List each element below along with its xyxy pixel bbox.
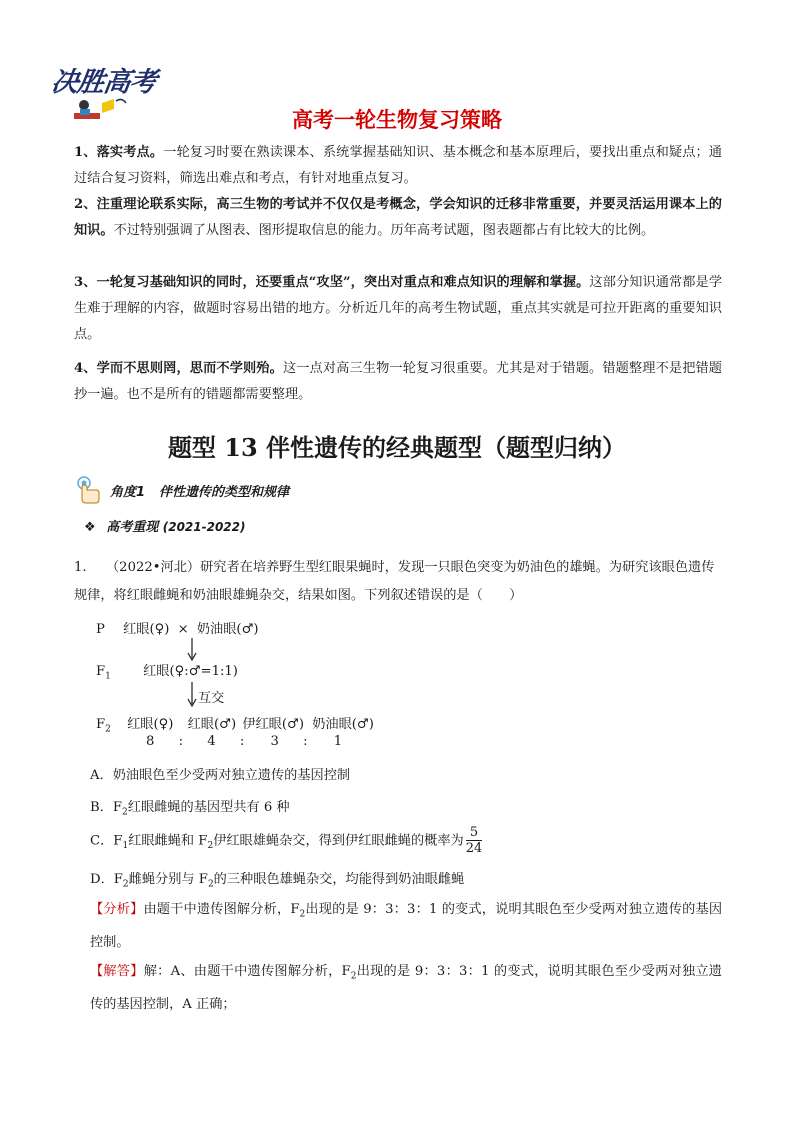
option-c-post: 伊红眼雄蝇杂交，得到伊红眼雌蝇的概率为 (213, 833, 464, 849)
ratio-value: 3 (270, 734, 279, 749)
question-stem (74, 554, 722, 610)
f2-ratio (146, 734, 342, 749)
f1-sub: 1 (105, 671, 111, 682)
angle-label-group (110, 481, 289, 500)
diamond-bullet-icon: ❖ (84, 520, 96, 535)
cross-f2-row (96, 713, 374, 735)
arrow-down-icon (186, 638, 198, 662)
f2-type: 奶油眼(♂) (312, 717, 374, 732)
answer-block (90, 958, 722, 1019)
ratio-colon: : (239, 734, 245, 749)
f1-label: F (96, 664, 106, 679)
cross-p-row (96, 618, 259, 637)
analysis-sub: 2 (299, 909, 306, 920)
angle-label: 角度1 (110, 484, 146, 500)
analysis-post: 出现的是 9：3：3：1 的变式，说明其眼色至少受两对独立遗传的基因控制。 (90, 902, 723, 950)
f1-text: 红眼(♀:♂=1:1) (143, 664, 238, 679)
strategy-item-1 (74, 140, 722, 192)
strategy-body: 一轮复习时要在熟读课本、系统掌握基础知识、基本概念和基本原理后，要找出重点和疑点；通过结合复习资料，筛选出难点和考点，有针对地重点复习。 (74, 145, 722, 186)
p-female: 红眼(♀) (123, 622, 170, 637)
recurrence-years: (2021-2022) (162, 520, 246, 534)
analysis-block (90, 896, 722, 957)
f2-type: 红眼(♀) (127, 717, 174, 732)
ratio-value: 8 (146, 734, 155, 749)
analysis-tag: 【分析】 (90, 902, 144, 917)
answer-tag: 【解答】 (90, 964, 144, 979)
strategy-body: 这一点对高三生物一轮复习很重要。尤其是对于错题。错题整理不是把错题抄一遍。也不是所有的错题都需要整理。 (74, 361, 722, 402)
cross-f1-row (96, 660, 238, 682)
answer-post: 出现的是 9：3：3：1 的变式，说明其眼色至少受两对独立遗传的基因控制，A 正确； (90, 964, 722, 1012)
logo-text: 决胜高考 (49, 67, 158, 98)
strategy-body: 这部分知识通常都是学生难于理解的内容，做题时容易出错的地方。分析近几年的高考生物试题，重点其实就是可拉开距离的重要知识点。 (74, 275, 723, 342)
intercross-label: 互交 (198, 691, 225, 706)
angle-title: 伴性遗传的类型和规律 (159, 484, 290, 500)
angle-heading (74, 474, 289, 506)
arrow-down-icon (186, 682, 198, 708)
document-title: 高考一轮生物复习策略 (292, 108, 502, 132)
strategy-lead: 3、一轮复习基础知识的同时，还要重点“攻坚”，突出对重点和难点知识的理解和掌握。 (74, 275, 590, 290)
strategy-lead: 2、注重理论联系实际，高三生物的考试并不仅仅是考概念，学会知识的迁移非常重要，并要灵活运用课本上的知识。 (74, 197, 722, 238)
recurrence-heading (84, 516, 245, 535)
option-c-sub: 2 (207, 841, 214, 852)
option-c (90, 826, 482, 856)
question-text: （2022•河北）研究者在培养野生型红眼果蝇时，发现一只眼色突变为奶油色的雄蝇。为研究该眼色遗传规律，将红眼雌蝇和奶油眼雄蝇杂交，结果如图。下列叙述错误的是（ ） (74, 560, 715, 603)
fraction-numerator: 5 (469, 825, 479, 840)
option-d-post: 的三种眼色雄蝇杂交，均能得到奶油眼雌蝇 (213, 872, 465, 887)
ratio-value: 1 (333, 734, 343, 749)
option-d-sub: 2 (207, 879, 214, 890)
option-b-sub: 2 (122, 807, 128, 818)
analysis-pre: 由题干中遗传图解分析，F (143, 902, 300, 917)
option-b-pre: B．F (90, 800, 123, 815)
option-c-pre: C．F (90, 833, 123, 849)
p-label: P (96, 622, 105, 637)
strategy-lead: 4、学而不思则罔，思而不学则殆。 (74, 361, 283, 376)
fraction-denominator: 24 (465, 841, 483, 856)
ratio-value: 4 (207, 734, 216, 749)
option-d (90, 868, 464, 890)
strategy-lead: 1、落实考点。 (74, 145, 164, 160)
strategy-item-3 (74, 270, 722, 348)
question-number: 1. (74, 560, 87, 575)
recurrence-label: 高考重现 (106, 520, 159, 535)
ratio-colon: : (303, 734, 308, 749)
p-male: 奶油眼(♂) (196, 622, 259, 637)
ratio-colon: : (178, 734, 184, 749)
pointing-hand-icon (74, 475, 102, 505)
answer-sub: 2 (350, 971, 357, 982)
option-d-pre: D．F (90, 872, 123, 887)
times-sign: × (177, 622, 189, 637)
option-a: A．奶油眼色至少受两对独立遗传的基因控制 (90, 768, 351, 783)
option-d-mid: 雌蝇分别与 F (128, 872, 208, 887)
f2-sub: 2 (105, 724, 111, 735)
option-d-sub: 2 (122, 879, 129, 890)
option-c-sub: 1 (122, 841, 129, 852)
strategy-body: 不过特别强调了从图表、图形提取信息的能力。历年高考试题，图表题都占有比较大的比例。 (113, 223, 655, 238)
option-c-mid: 红眼雌蝇和 F (128, 833, 208, 849)
probability-fraction (466, 826, 483, 856)
option-b (90, 796, 290, 818)
strategy-item-4 (74, 356, 722, 408)
f2-type: 红眼(♂) (187, 717, 237, 732)
answer-pre: 解：A、由题干中遗传图解分析，F (143, 964, 351, 979)
option-b-post: 红眼雌蝇的基因型共有 6 种 (127, 800, 290, 815)
strategy-item-2 (74, 192, 722, 244)
section-title: 题型 13 伴性遗传的经典题型（题型归纳） (167, 433, 627, 462)
f2-type: 伊红眼(♂) (242, 717, 304, 732)
f2-label: F (96, 717, 106, 732)
